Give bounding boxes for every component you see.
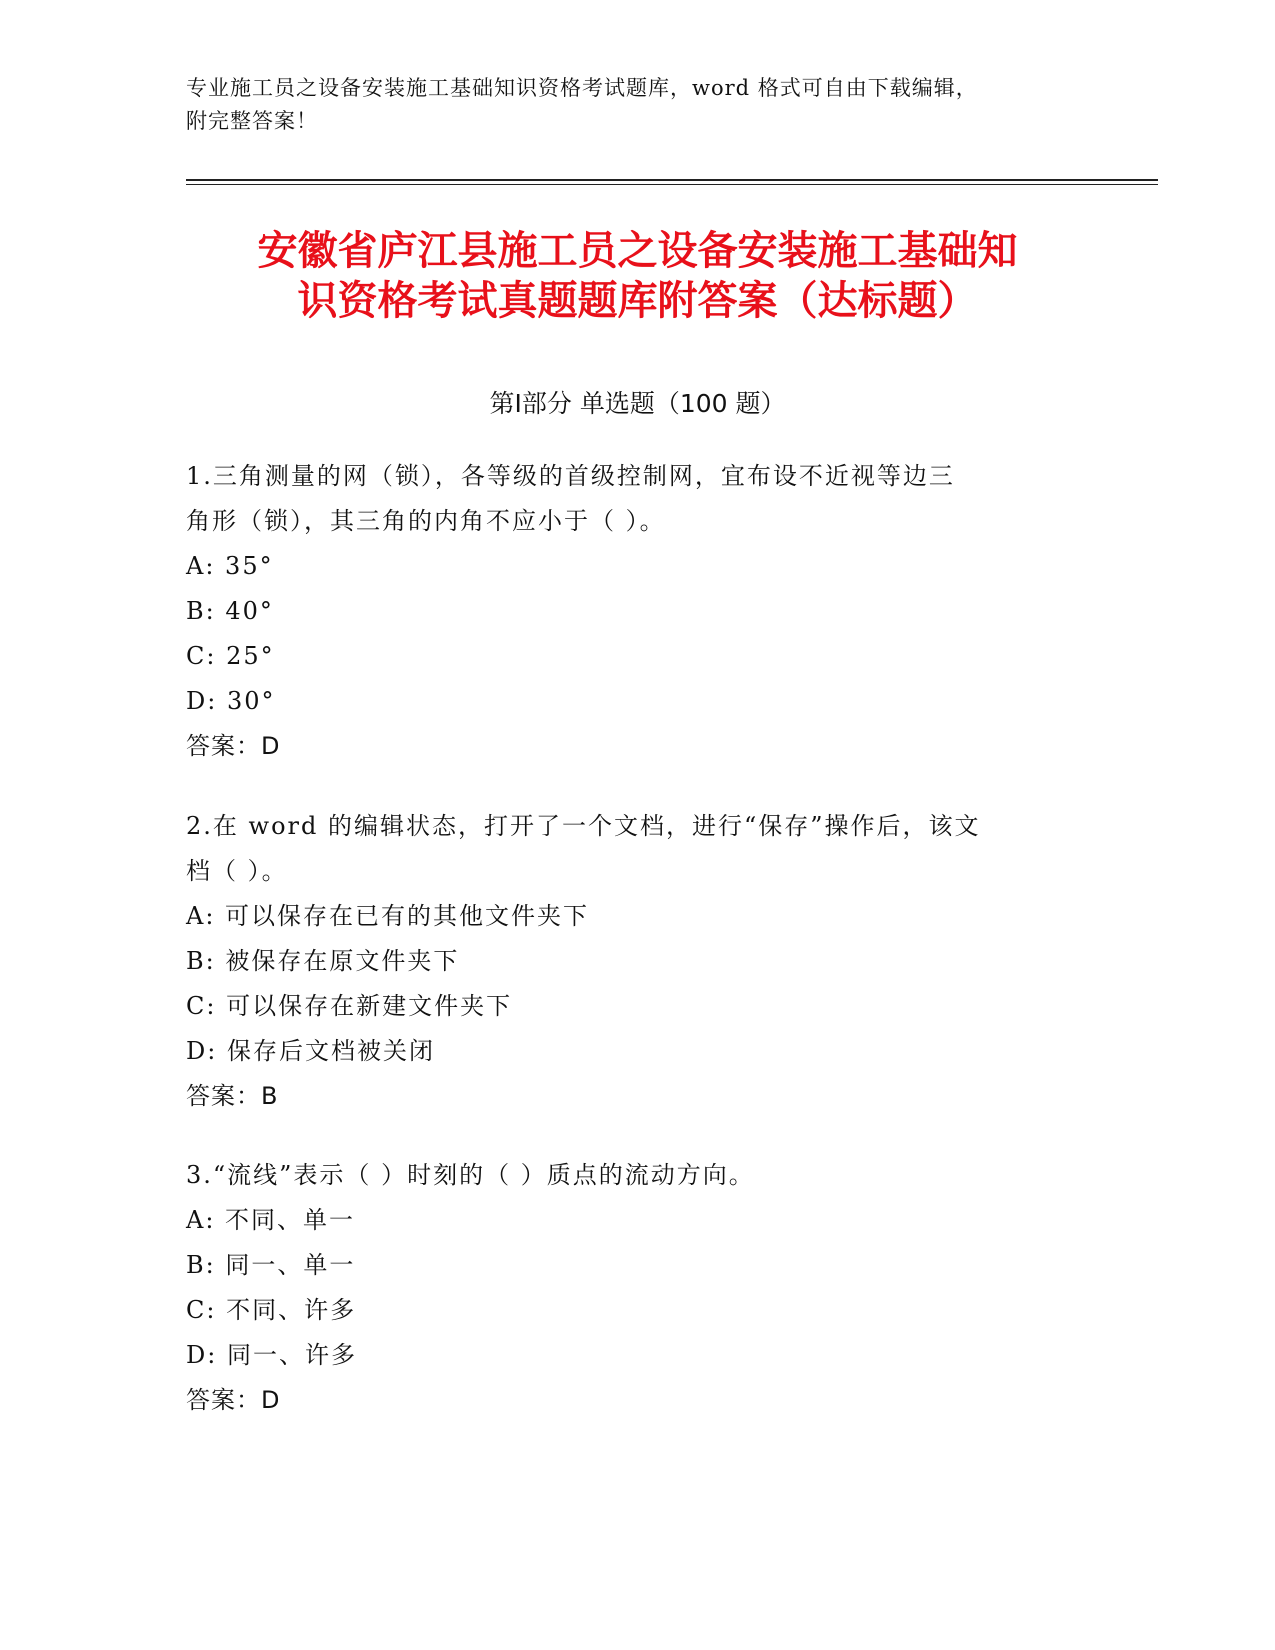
question-1-stem-line-1: 1.三角测量的网（锁），各等级的首级控制网，宜布设不近视等边三	[186, 462, 955, 490]
question-2-option-a: A: 可以保存在已有的其他文件夹下	[186, 902, 590, 930]
question-1-option-b: B: 40°	[186, 597, 274, 625]
question-2-option-c: C: 可以保存在新建文件夹下	[186, 992, 513, 1020]
header-divider-thick	[186, 179, 1158, 181]
question-3-option-b: B: 同一、单一	[186, 1251, 356, 1279]
document-title	[120, 226, 1155, 326]
header-note-line-2: 附完整答案！	[186, 109, 318, 133]
question-3-option-c: C: 不同、许多	[186, 1296, 357, 1324]
question-3-option-d: D: 同一、许多	[186, 1341, 357, 1369]
question-2-answer: 答案：B	[186, 1082, 279, 1110]
question-3-stem-line-1: 3.“流线”表示（ ）时刻的（ ）质点的流动方向。	[186, 1161, 755, 1189]
question-2-option-d: D: 保存后文档被关闭	[186, 1037, 435, 1065]
header-divider-thin	[186, 184, 1158, 185]
question-3-option-a: A: 不同、单一	[186, 1206, 356, 1234]
title-line-2: 识资格考试真题题库附答案（达标题）	[297, 278, 978, 324]
question-1	[186, 454, 1086, 769]
question-1-option-c: C: 25°	[186, 642, 275, 670]
section-heading: 第Ⅰ部分 单选题（100 题）	[489, 389, 786, 418]
question-2-stem-line-1: 2.在 word 的编辑状态，打开了一个文档，进行“保存”操作后，该文	[186, 812, 981, 840]
header-note	[186, 72, 1086, 138]
question-2-option-b: B: 被保存在原文件夹下	[186, 947, 460, 975]
question-3	[186, 1153, 1086, 1423]
question-3-answer: 答案：D	[186, 1386, 281, 1414]
question-1-option-a: A: 35°	[186, 552, 274, 580]
question-2-stem-line-2: 档（ ）。	[186, 857, 288, 885]
title-line-1: 安徽省庐江县施工员之设备安装施工基础知	[257, 228, 1018, 274]
question-1-option-d: D: 30°	[186, 687, 276, 715]
question-2	[186, 804, 1086, 1119]
header-note-line-1: 专业施工员之设备安装施工基础知识资格考试题库，word 格式可自由下载编辑，	[186, 76, 978, 100]
question-1-answer: 答案：D	[186, 732, 281, 760]
question-1-stem-line-2: 角形（锁），其三角的内角不应小于（ ）。	[186, 507, 666, 535]
